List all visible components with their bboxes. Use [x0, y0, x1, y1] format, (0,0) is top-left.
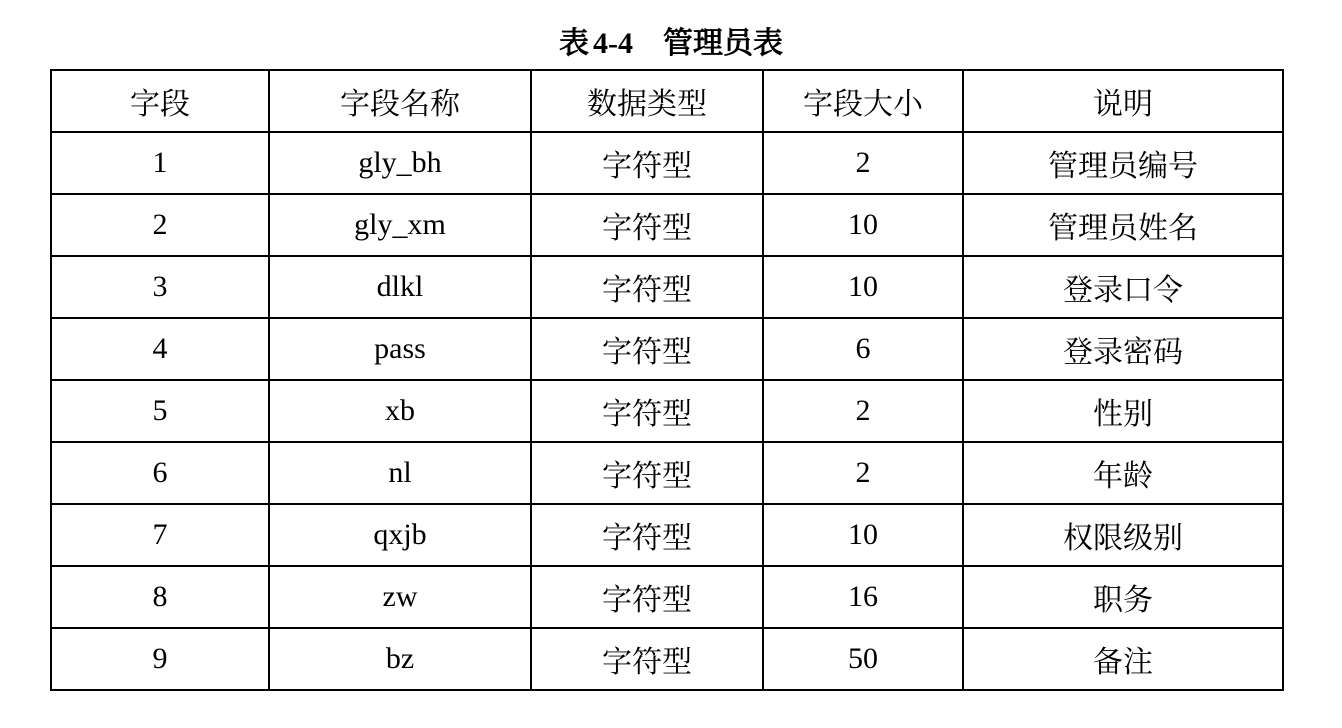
table-row — [51, 628, 1283, 690]
cell-description: 管理员编号 — [963, 132, 1283, 194]
table-row — [51, 380, 1283, 442]
caption-number: 4-4 — [593, 27, 633, 60]
cell-field-name: gly_xm — [269, 194, 531, 256]
admin-field-table — [50, 69, 1284, 691]
cell-data-type: 字符型 — [531, 380, 763, 442]
cell-field-name: gly_bh — [269, 132, 531, 194]
cell-field: 9 — [51, 628, 269, 690]
table-caption — [0, 22, 1342, 66]
cell-field: 3 — [51, 256, 269, 318]
cell-field-size: 2 — [763, 132, 963, 194]
cell-field-size: 2 — [763, 442, 963, 504]
caption-prefix: 表 — [559, 26, 589, 61]
cell-description: 权限级别 — [963, 504, 1283, 566]
header-field-size: 字段大小 — [763, 70, 963, 132]
cell-field-size: 50 — [763, 628, 963, 690]
header-field: 字段 — [51, 70, 269, 132]
cell-description: 备注 — [963, 628, 1283, 690]
cell-field-size: 10 — [763, 256, 963, 318]
table-header-row — [51, 70, 1283, 132]
cell-field-size: 2 — [763, 380, 963, 442]
cell-data-type: 字符型 — [531, 132, 763, 194]
cell-field-name: xb — [269, 380, 531, 442]
cell-data-type: 字符型 — [531, 194, 763, 256]
cell-field-size: 10 — [763, 194, 963, 256]
cell-field-name: bz — [269, 628, 531, 690]
cell-field: 5 — [51, 380, 269, 442]
cell-data-type: 字符型 — [531, 504, 763, 566]
cell-field-size: 6 — [763, 318, 963, 380]
cell-data-type: 字符型 — [531, 256, 763, 318]
cell-description: 登录口令 — [963, 256, 1283, 318]
caption-title: 管理员表 — [663, 26, 783, 61]
cell-data-type: 字符型 — [531, 628, 763, 690]
header-data-type: 数据类型 — [531, 70, 763, 132]
cell-field-name: pass — [269, 318, 531, 380]
cell-field: 1 — [51, 132, 269, 194]
cell-description: 性别 — [963, 380, 1283, 442]
cell-description: 管理员姓名 — [963, 194, 1283, 256]
table-row — [51, 442, 1283, 504]
cell-field-name: zw — [269, 566, 531, 628]
cell-field-size: 16 — [763, 566, 963, 628]
cell-field: 7 — [51, 504, 269, 566]
cell-data-type: 字符型 — [531, 318, 763, 380]
cell-description: 登录密码 — [963, 318, 1283, 380]
table-row — [51, 318, 1283, 380]
cell-field: 4 — [51, 318, 269, 380]
table-row — [51, 194, 1283, 256]
cell-data-type: 字符型 — [531, 566, 763, 628]
table-row — [51, 566, 1283, 628]
cell-field-size: 10 — [763, 504, 963, 566]
cell-description: 职务 — [963, 566, 1283, 628]
cell-field-name: qxjb — [269, 504, 531, 566]
cell-field: 6 — [51, 442, 269, 504]
table-row — [51, 256, 1283, 318]
table-row — [51, 132, 1283, 194]
header-description: 说明 — [963, 70, 1283, 132]
header-field-name: 字段名称 — [269, 70, 531, 132]
cell-field-name: nl — [269, 442, 531, 504]
cell-description: 年龄 — [963, 442, 1283, 504]
cell-data-type: 字符型 — [531, 442, 763, 504]
cell-field-name: dlkl — [269, 256, 531, 318]
cell-field: 2 — [51, 194, 269, 256]
table-body — [51, 132, 1283, 690]
cell-field: 8 — [51, 566, 269, 628]
table-row — [51, 504, 1283, 566]
